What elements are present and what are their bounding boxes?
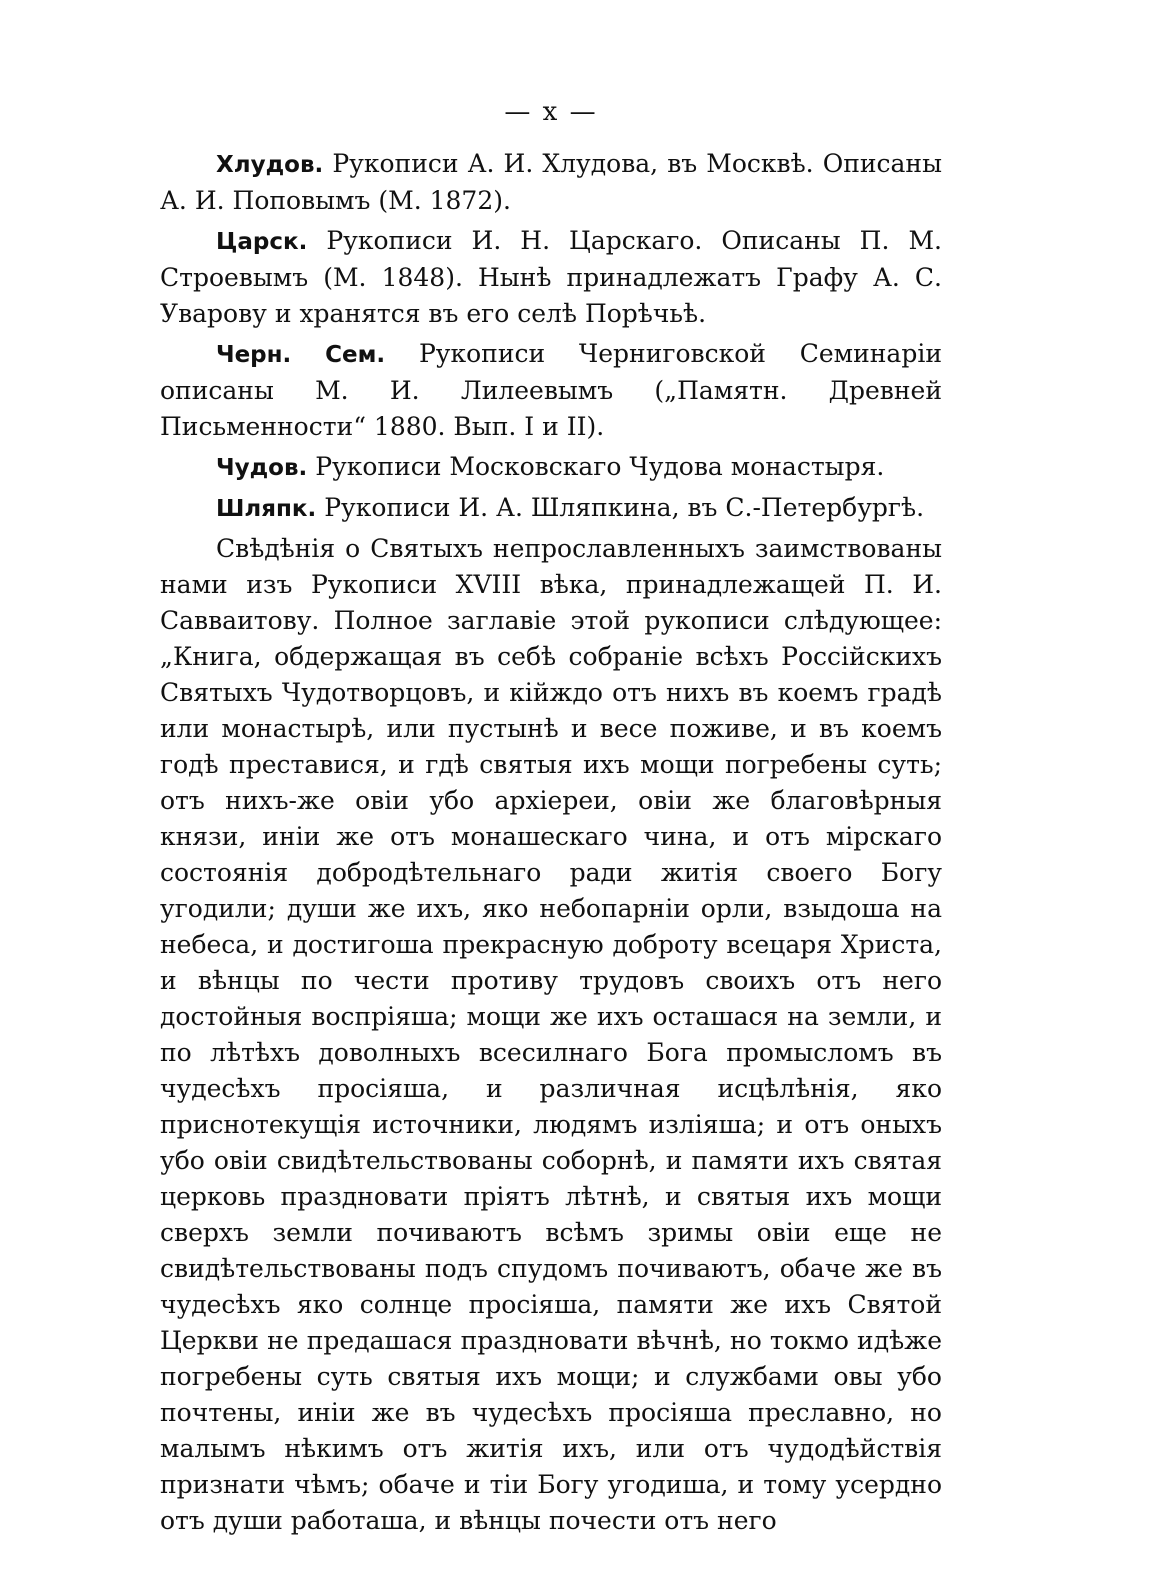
- abbreviation-description: Рукописи Московскаго Чудова монастыря.: [307, 452, 885, 481]
- abbreviation-entry-tsarsk: [160, 223, 942, 332]
- abbreviation-entry-khludov: [160, 146, 942, 219]
- abbreviation-description: Рукописи Черниговской Семинаріи описаны М. И. Лилеевымъ („Памятн. Древней Письменности“ 1880. Вып. I и II).: [160, 339, 942, 441]
- abbreviation-label: Шляпк.: [216, 496, 317, 522]
- abbreviation-description: Рукописи А. И. Хлудова, въ Москвѣ. Описаны А. И. Поповымъ (М. 1872).: [160, 149, 942, 215]
- book-page: [160, 92, 942, 1543]
- abbreviation-entry-shlyapk: [160, 490, 942, 527]
- body-paragraph: Свѣдѣнія о Святыхъ непрославленныхъ заимствованы нами изъ Рукописи XVIII вѣка, принадлежащей П. И. Савваитову. Полное заглавіе этой рукописи слѣдующее: „Книга, обдержащая въ себѣ собраніе всѣхъ Россійскихъ Святыхъ Чудотворцовъ, и кійждо отъ нихъ въ коемъ градѣ или монастырѣ, или пустынѣ и весе поживе, и въ коемъ годѣ преставися, и гдѣ святыя ихъ мощи погребены суть; отъ нихъ-же овіи убо архіереи, овіи же благовѣрныя князи, иніи же отъ монашескаго чина, и отъ мірскаго состоянія добродѣтельнаго ради житія своего Богу угодили; души же ихъ, яко небопарніи орли, взыдоша на небеса, и достигоша прекрасную доброту всецаря Христа, и вѣнцы по чести противу трудовъ своихъ отъ него достойныя воспріяша; мощи же ихъ осташася на земли, и по лѣтѣхъ доволныхъ всесилнаго Бога промысломъ въ чудесѣхъ просіяша, и различная исцѣлѣнія, яко приснотекущія источники, людямъ изліяша; и отъ оныхъ убо овіи свидѣтельствованы соборнѣ, и памяти ихъ святая церковь праздновати пріятъ лѣтнѣ, и святыя ихъ мощи сверхъ земли почиваютъ всѣмъ зримы овіи еще не свидѣтельствованы подъ спудомъ почиваютъ, обаче же въ чудесѣхъ яко солнце просіяша, памяти же ихъ Святой Церкви не предашася праздновати вѣчнѣ, но токмо идѣже погребены суть святыя ихъ мощи; и службами овы убо почтены, иніи же въ чудесѣхъ просіяша преславно, но малымъ нѣкимъ отъ житія ихъ, или отъ чудодѣйствія признати чѣмъ; обаче и тіи Богу угодиша, и тому усердно отъ души работаша, и вѣнцы почести отъ него: [160, 534, 942, 1535]
- abbreviation-description: Рукописи И. Н. Царскаго. Описаны П. М. Строевымъ (М. 1848). Нынѣ принадлежатъ Графу А. С. Уварову и хранятся въ его селѣ Порѣчьѣ.: [160, 226, 942, 328]
- abbreviation-entry-chudov: [160, 449, 942, 486]
- abbreviation-entry-chern-sem: [160, 336, 942, 445]
- page-number: — x —: [504, 97, 598, 127]
- abbreviation-label: Хлудов.: [216, 152, 324, 178]
- abbreviation-description: Рукописи И. А. Шляпкина, въ С.-Петербургѣ.: [316, 493, 925, 522]
- abbreviation-label: Чудов.: [216, 455, 308, 481]
- abbreviation-label: Черн. Сем.: [216, 342, 386, 368]
- abbreviation-label: Царск.: [216, 229, 308, 255]
